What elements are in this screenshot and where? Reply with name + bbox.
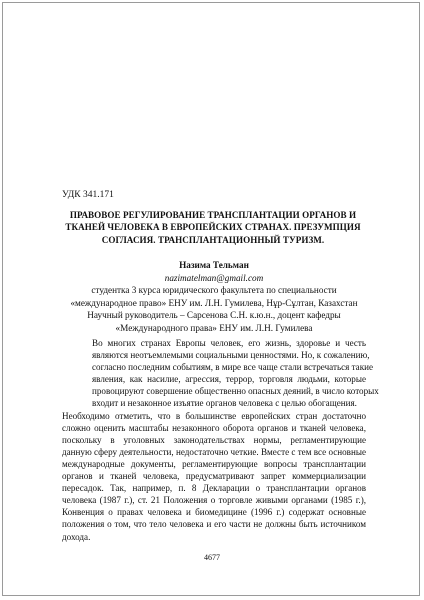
body-line: входит и незаконное изъятие органов человека с целью обогащения. <box>92 398 357 409</box>
body-line: положения о том, что тело человека и его части не должны быть источником <box>62 519 366 530</box>
body-line: органов и тканей человека, предусматривают запрет коммерциализации <box>62 471 366 482</box>
body-line: явления, как насилие, агрессия, террор, торговля людьми, которые <box>92 374 366 385</box>
title-line: ТКАНЕЙ ЧЕЛОВЕКА В ЕВРОПЕЙСКИХ СТРАНАХ. ПРЕЗУМПЦИЯ <box>65 222 361 233</box>
body-line: поскольку в уголовных законодательствах нормы, регламентирующие <box>62 434 366 445</box>
body-line: дохода. <box>62 531 91 542</box>
body-line: международные документы, регламентирующие вопросы трансплантации <box>62 458 366 469</box>
page-number: 4677 <box>204 553 220 562</box>
body-paragraph-1 <box>62 337 379 410</box>
body-line: являются неотъемлемыми социальными ценностями. Но, к сожалению, <box>92 350 370 361</box>
body-text <box>62 337 379 543</box>
title-line: ПРАВОВОЕ РЕГУЛИРОВАНИЕ ТРАНСПЛАНТАЦИИ ОРГАНОВ И <box>69 210 357 220</box>
author-email: nazimatelman@gmail.com <box>164 273 264 283</box>
author-block <box>58 259 370 334</box>
body-line: согласно последним событиям, в мире все чаще стали встречаться такие <box>92 362 374 373</box>
affiliation-line: «Международного права» ЕНУ им. Л.Н. Гумилева <box>115 322 313 333</box>
author-name: Назима Тельман <box>179 260 249 270</box>
body-line: пересадок. Так, например, п. 8 Декларации о трансплантации органов <box>62 483 366 494</box>
affiliation-line: «международное право» ЕНУ им. Л.Н. Гумилева, Нұр-Сұлтан, Казахстан <box>70 297 358 308</box>
title-line: СОГЛАСИЯ. ТРАНСПЛАНТАЦИОННЫЙ ТУРИЗМ. <box>101 234 325 245</box>
body-line: данную сферу деятельности, недостаточно четкие. Вместе с тем все основные <box>62 446 366 457</box>
affiliation-line: Научный руководитель – Сарсенова С.Н. к.ю.н., доцент кафедры <box>87 310 341 320</box>
udc-code: УДК 341.171 <box>62 190 114 200</box>
body-line: Конвенция о правах человека и биомедицине (1996 г.) содержат основные <box>62 507 366 518</box>
body-line: человека (1987 г.), ст. 21 Положения о торговле живыми органами (1985 г.), <box>62 495 366 506</box>
body-line: провоцируют совершение общественно опасных деяний, в число которых <box>92 386 379 397</box>
body-line: Необходимо отметить, что в большинстве европейских стран достаточно <box>62 410 366 421</box>
affiliation-line: студентка 3 курса юридического факультета по специальности <box>91 285 337 295</box>
body-line: Во многих странах Европы человек, его жизнь, здоровье и честь <box>92 338 366 348</box>
paper-title <box>58 209 368 246</box>
body-line: сложно оценить масштабы незаконного оборота органов и тканей человека, <box>62 422 366 433</box>
body-paragraph-2 <box>62 410 366 543</box>
